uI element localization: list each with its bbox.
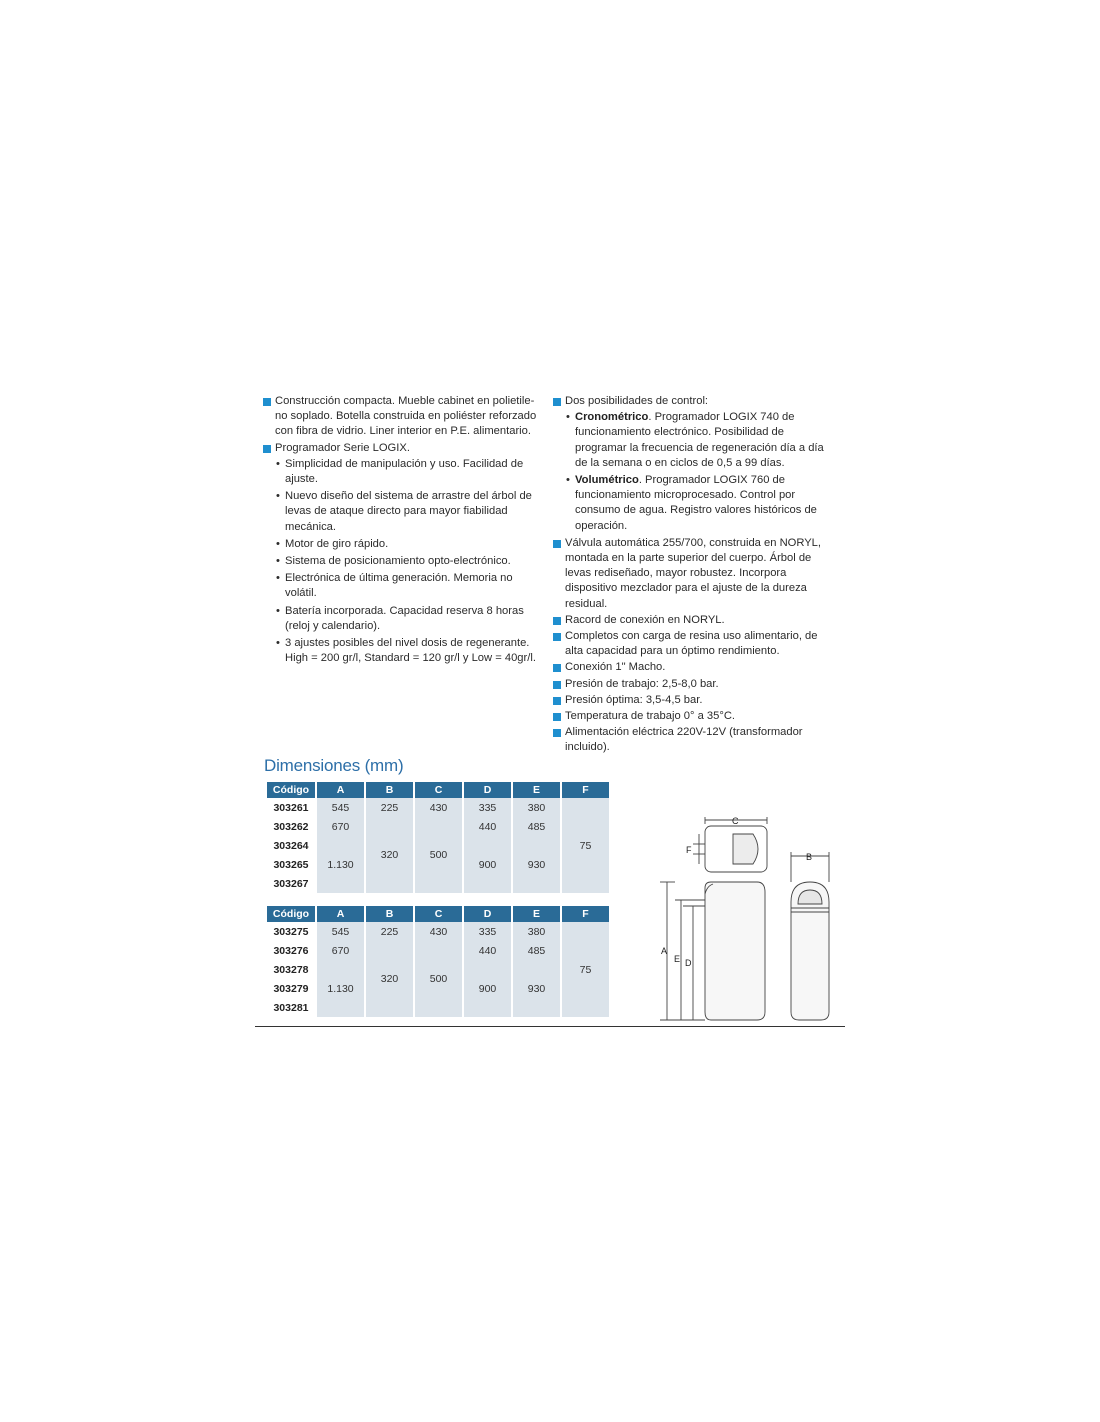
list-item: Conexión 1" Macho. (553, 660, 830, 675)
list-item: Completos con carga de resina uso alimentario, de alta capacidad para un óptimo rendimiento. (553, 629, 830, 659)
code-cell: 303279 (267, 979, 315, 998)
dimensions-title: Dimensiones (mm) (264, 756, 404, 775)
header-b: B (366, 782, 413, 798)
cell-c: 430 (415, 922, 462, 941)
header-f: F (562, 782, 609, 798)
header-c: C (415, 782, 462, 798)
header-e: E (513, 782, 560, 798)
table-row (267, 922, 609, 941)
list-item: • 3 ajustes posibles del nivel dosis de regenerante. High = 200 gr/l, Standard = 120 gr/l y Low = 40gr/l. (263, 636, 540, 666)
top-view (693, 817, 767, 872)
table-header-row (267, 782, 609, 798)
label-e: E (674, 954, 681, 964)
cell-a: 670 (317, 817, 364, 836)
features-left-column (263, 394, 540, 668)
code-cell: 303276 (267, 941, 315, 960)
table-row (267, 941, 609, 960)
table-header-row (267, 906, 609, 922)
list-item: Válvula automática 255/700, construida en NORYL, montada en la parte superior del cuerpo. Árbol de levas rediseñado, mayor robustez. Incorpora dispositivo mezclador para el ajuste de la dureza residual. (553, 536, 830, 612)
list-item: • Simplicidad de manipulación y uso. Facilidad de ajuste. (263, 457, 540, 487)
cell-a: 670 (317, 941, 364, 960)
code-cell: 303265 (267, 855, 315, 874)
cell-e: 380 (513, 798, 560, 817)
cell-d: 900 (464, 960, 511, 1017)
cell-e: 485 (513, 941, 560, 960)
cell-d: 335 (464, 798, 511, 817)
control-intro: Dos posibilidades de control: (553, 394, 830, 409)
list-item: • Electrónica de última generación. Memoria no volátil. (263, 571, 540, 601)
cell-e: 485 (513, 817, 560, 836)
label-c: C (732, 816, 739, 826)
cell-e: 380 (513, 922, 560, 941)
cell-d: 440 (464, 817, 511, 836)
list-item: • Batería incorporada. Capacidad reserva 8 horas (reloj y calendario). (263, 604, 540, 634)
code-cell: 303267 (267, 874, 315, 893)
header-e: E (513, 906, 560, 922)
features-right-column (553, 394, 830, 757)
volu-label: Volumétrico (575, 474, 639, 487)
code-cell: 303278 (267, 960, 315, 979)
cell-f: 75 (562, 922, 609, 1017)
cell-a: 1.130 (317, 836, 364, 893)
cell-b: 320 (366, 941, 413, 1017)
header-c: C (415, 906, 462, 922)
feature-programmer: Programador Serie LOGIX. (263, 441, 540, 456)
crono-text: . Programador LOGIX 740 de funcionamiento electrónico. Posibilidad de programar la frecuencia de regeneración día a día de la semana o en ciclos de 0,5 a 99 días. (575, 411, 824, 469)
list-item: Temperatura de trabajo 0° a 35°C. (553, 709, 830, 724)
dimensions-table-2 (265, 906, 611, 1017)
list-item: Presión de trabajo: 2,5-8,0 bar. (553, 677, 830, 692)
softener-dimension-diagram (655, 812, 845, 1026)
header-a: A (317, 782, 364, 798)
header-codigo: Código (267, 906, 315, 922)
header-f: F (562, 906, 609, 922)
bottom-divider (255, 1026, 845, 1027)
cell-b: 320 (366, 817, 413, 893)
list-item: Racord de conexión en NORYL. (553, 613, 830, 628)
header-d: D (464, 906, 511, 922)
cell-b: 225 (366, 798, 413, 817)
header-codigo: Código (267, 782, 315, 798)
cell-f: 75 (562, 798, 609, 893)
dimensions-table-1 (265, 782, 611, 893)
list-item: Presión óptima: 3,5-4,5 bar. (553, 693, 830, 708)
header-d: D (464, 782, 511, 798)
cell-c: 430 (415, 798, 462, 817)
list-item: • Sistema de posicionamiento opto-electrónico. (263, 554, 540, 569)
list-item: Alimentación eléctrica 220V-12V (transformador incluido). (553, 725, 830, 755)
bottle-side-view (791, 852, 829, 1020)
code-cell: 303281 (267, 998, 315, 1017)
cabinet-front-view (660, 882, 765, 1020)
cell-e: 930 (513, 960, 560, 1017)
label-f: F (686, 845, 692, 855)
volu-text: . Programador LOGIX 760 de funcionamiento microprocesado. Control por consumo de agua. Registro valores históricos de operación. (575, 474, 817, 532)
feature-construction: Construcción compacta. Mueble cabinet en polietile-no soplado. Botella construida en poliéster reforzado con fibra de vidrio. Liner interior en P.E. alimentario. (263, 394, 540, 440)
cell-a: 1.130 (317, 960, 364, 1017)
table-row (267, 817, 609, 836)
cell-b: 225 (366, 922, 413, 941)
code-cell: 303264 (267, 836, 315, 855)
crono-label: Cronométrico (575, 411, 649, 424)
label-b: B (806, 852, 813, 862)
cell-c: 500 (415, 817, 462, 893)
cell-c: 500 (415, 941, 462, 1017)
cell-e: 930 (513, 836, 560, 893)
cell-a: 545 (317, 922, 364, 941)
header-a: A (317, 906, 364, 922)
label-a: A (661, 946, 668, 956)
control-volumetrico (553, 473, 830, 534)
control-cronometrico (553, 410, 830, 471)
code-cell: 303262 (267, 817, 315, 836)
cell-d: 335 (464, 922, 511, 941)
cell-a: 545 (317, 798, 364, 817)
cell-d: 900 (464, 836, 511, 893)
table-row (267, 798, 609, 817)
code-cell: 303275 (267, 922, 315, 941)
label-d: D (685, 958, 692, 968)
list-item: • Nuevo diseño del sistema de arrastre del árbol de levas de ataque directo para mayor fiabilidad mecánica. (263, 489, 540, 535)
cell-d: 440 (464, 941, 511, 960)
code-cell: 303261 (267, 798, 315, 817)
header-b: B (366, 906, 413, 922)
list-item: • Motor de giro rápido. (263, 537, 540, 552)
